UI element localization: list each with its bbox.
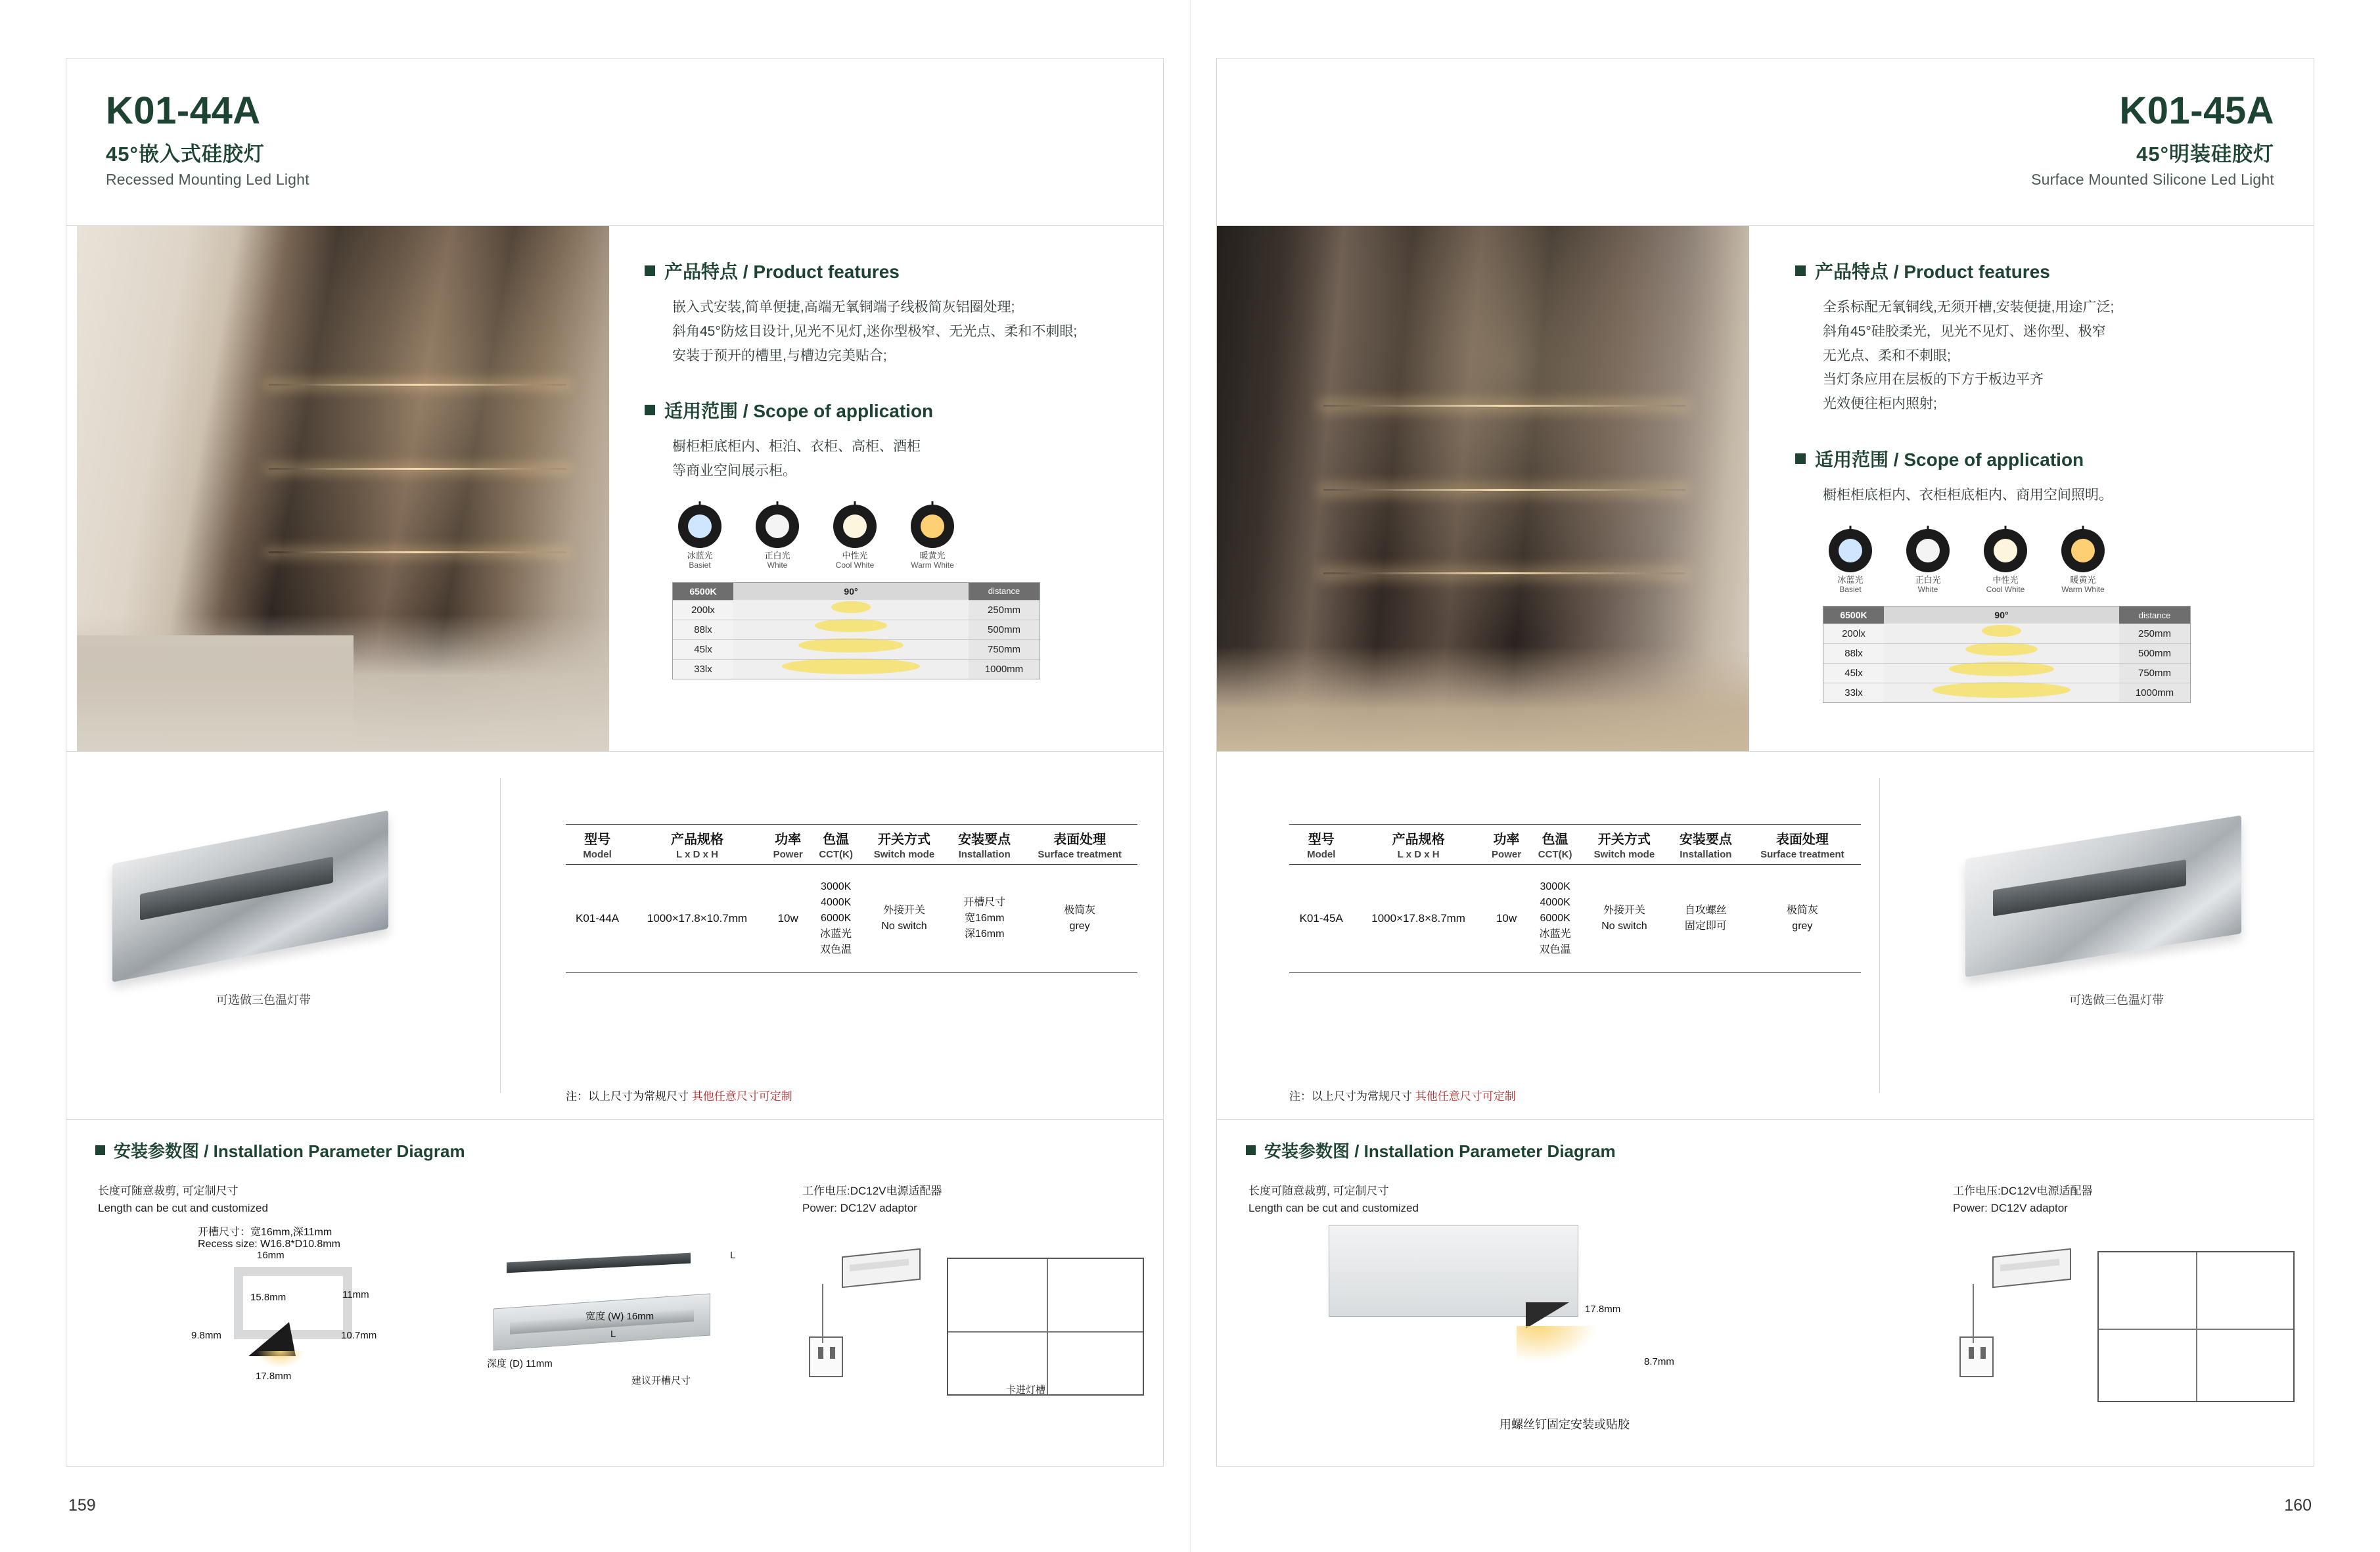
strip-inner-mark: L xyxy=(610,1329,616,1340)
cross-section-diagram xyxy=(208,1244,385,1376)
cell-size: 1000×17.8×8.7mm xyxy=(1354,865,1484,973)
beam-distance-chart-left xyxy=(672,582,1040,679)
strip-depth: 深度 (D) 11mm xyxy=(487,1358,553,1369)
driver-box-icon xyxy=(842,1248,921,1289)
application-photo-closet xyxy=(1217,226,1749,751)
dim-inner-right: 10.7mm xyxy=(341,1330,377,1341)
col-switch: 开关方式 Switch mode xyxy=(861,825,947,865)
beam-distance: 1000mm xyxy=(969,659,1040,679)
bullet-square-icon xyxy=(95,1145,105,1155)
scope-heading: 适用范围 / Scope of application xyxy=(1795,445,2281,472)
col-surface: 表面处理 Surface treatment xyxy=(1022,825,1137,865)
page-title: K01-44A xyxy=(106,89,261,132)
cell-model: K01-44A xyxy=(566,865,629,973)
beam-kelvin: 6500K xyxy=(673,583,733,600)
list-item: 安装于预开的槽里,与槽边完美贴合; xyxy=(672,348,887,363)
cell-power: 10w xyxy=(766,865,811,973)
recess-size-note: 开槽尺寸：宽16mm,深11mm Recess size: W16.8*D10.8mm xyxy=(198,1227,340,1250)
col-install: 安装要点 Installation xyxy=(947,825,1022,865)
beam-distance-label: distance xyxy=(2119,606,2190,624)
cabinet-caption: 卡进灯槽 xyxy=(1006,1384,1046,1396)
installation-section-left xyxy=(66,1120,1163,1466)
dim-bottom: 17.8mm xyxy=(256,1371,292,1382)
cct-option: 中性光 Cool White xyxy=(827,506,882,570)
table-header-row xyxy=(1289,825,1861,865)
list-item: 斜角45°防炫目设计,见光不见灯,迷你型极窄、无光点、柔和不刺眼; xyxy=(672,323,1078,339)
cct-options-right xyxy=(1823,530,2281,595)
model-subtitle-cn: 45°明装硅胶灯 xyxy=(2136,142,2274,166)
beam-distance: 500mm xyxy=(2119,643,2190,663)
features-heading: 产品特点 / Product features xyxy=(1795,258,2281,284)
col-cct: 色温 CCT(K) xyxy=(1529,825,1580,865)
cell-surface: 极简灰 grey xyxy=(1744,865,1861,973)
wire xyxy=(1973,1284,1999,1343)
cct-option: 冰蓝光 Basiet xyxy=(1823,530,1878,595)
beam-lux: 88lx xyxy=(1823,643,1884,663)
beam-lux: 200lx xyxy=(673,600,733,620)
dim-inner: 15.8mm xyxy=(250,1292,286,1303)
hero-text-right xyxy=(1795,258,2281,703)
list-item: 当灯条应用在层板的下方于板边平齐 xyxy=(1823,372,2044,388)
cell-power: 10w xyxy=(1484,865,1530,973)
dim-width: 17.8mm xyxy=(1585,1304,1621,1315)
col-power: 功率 Power xyxy=(1484,825,1530,865)
page-right xyxy=(1190,0,2380,1552)
table-row xyxy=(1289,865,1861,973)
scope-heading: 适用范围 / Scope of application xyxy=(645,397,1131,423)
cell-install: 开槽尺寸 宽16mm 深16mm xyxy=(947,865,1022,973)
cct-swatch-icon xyxy=(1830,530,1871,571)
beam-distance: 250mm xyxy=(969,600,1040,620)
list-item: 橱柜柜底柜内、衣柜柜底柜内、商用空间照明。 xyxy=(1823,487,2113,503)
beam-lux: 45lx xyxy=(1823,663,1884,683)
page-number-left: 159 xyxy=(68,1496,96,1515)
cct-swatch-icon xyxy=(1908,530,1948,571)
cell-cct: 3000K 4000K 6000K 冰蓝光 双色温 xyxy=(811,865,861,973)
bullet-square-icon xyxy=(645,405,655,415)
list-item: 嵌入式安装,简单便捷,高端无氧铜端子线极简灰铝圈处理; xyxy=(672,300,1015,315)
product-caption: 可选做三色温灯带 xyxy=(2069,993,2164,1007)
beam-distance: 750mm xyxy=(2119,663,2190,683)
dim-top: 16mm xyxy=(257,1250,285,1261)
col-power: 功率 Power xyxy=(766,825,811,865)
cct-option: 暖黄光 Warm White xyxy=(2055,530,2111,595)
list-item: 等商业空间展示柜。 xyxy=(672,463,796,478)
beam-lux: 33lx xyxy=(1823,683,1884,702)
cct-options-left xyxy=(672,506,1131,570)
cell-install: 自攻螺丝 固定即可 xyxy=(1668,865,1744,973)
hero-text-left xyxy=(645,258,1131,679)
beam-distance-label: distance xyxy=(969,583,1040,600)
beam-cone-graphic xyxy=(733,600,969,679)
beam-lux: 33lx xyxy=(673,659,733,679)
product-profile-photo xyxy=(1946,798,2287,1015)
col-model: 型号 Model xyxy=(1289,825,1354,865)
table-header-row xyxy=(566,825,1137,865)
page-title: K01-45A xyxy=(2119,89,2274,132)
cct-option: 冰蓝光 Basiet xyxy=(672,506,727,570)
beam-distance: 1000mm xyxy=(2119,683,2190,702)
cut-length-note-left: 长度可随意裁剪, 可定制尺寸 Length can be cut and customized xyxy=(98,1185,268,1214)
cct-option: 正白光 White xyxy=(1900,530,1956,595)
col-surface: 表面处理 Surface treatment xyxy=(1744,825,1861,865)
cct-swatch-icon xyxy=(2063,530,2103,571)
cell-size: 1000×17.8×10.7mm xyxy=(629,865,766,973)
dim-left: 9.8mm xyxy=(191,1330,221,1341)
col-install: 安装要点 Installation xyxy=(1668,825,1744,865)
col-size: 产品规格 L x D x H xyxy=(1354,825,1484,865)
beam-cone-graphic xyxy=(1884,624,2119,702)
model-subtitle-en: Surface Mounted Silicone Led Light xyxy=(2031,170,2274,188)
beam-distance: 500mm xyxy=(969,620,1040,639)
model-subtitle-en: Recessed Mounting Led Light xyxy=(106,170,309,188)
cct-option: 暖黄光 Warm White xyxy=(905,506,960,570)
beam-lux: 200lx xyxy=(1823,624,1884,643)
beam-distance-chart-right xyxy=(1823,606,2191,703)
features-heading: 产品特点 / Product features xyxy=(645,258,1131,284)
cell-cct: 3000K 4000K 6000K 冰蓝光 双色温 xyxy=(1529,865,1580,973)
page-left-header xyxy=(66,58,1163,226)
features-list xyxy=(1823,296,2281,417)
page-right-frame xyxy=(1216,58,2314,1467)
bullet-square-icon xyxy=(1795,265,1806,276)
cell-switch: 外接开关 No switch xyxy=(1581,865,1668,973)
scope-list xyxy=(672,435,1131,484)
features-list xyxy=(672,296,1131,368)
bullet-square-icon xyxy=(645,265,655,276)
cct-option: 中性光 Cool White xyxy=(1978,530,2033,595)
mount-caption: 用螺丝钉固定安装或贴胶 xyxy=(1499,1418,1630,1431)
beam-angle: 90° xyxy=(733,583,969,600)
list-item: 无光点、柔和不刺眼; xyxy=(1823,348,1951,363)
beam-angle: 90° xyxy=(1884,606,2119,624)
installation-section-right xyxy=(1217,1120,2314,1466)
list-item: 斜角45°硅胶柔光，见光不见灯、迷你型、极窄 xyxy=(1823,323,2106,339)
power-note-left: 工作电压:DC12V电源适配器 Power: DC12V adaptor xyxy=(802,1185,942,1214)
scope-list xyxy=(1823,484,2281,508)
product-profile-photo xyxy=(93,798,434,1015)
strip-length-mark: L xyxy=(730,1250,736,1261)
col-switch: 开关方式 Switch mode xyxy=(1581,825,1668,865)
model-subtitle-cn: 45°嵌入式硅胶灯 xyxy=(106,142,265,166)
hero-section-right xyxy=(1217,226,2314,752)
list-item: 橱柜柜底柜内、柜泊、衣柜、高柜、酒柜 xyxy=(672,439,921,455)
cct-option: 正白光 White xyxy=(750,506,805,570)
product-caption: 可选做三色温灯带 xyxy=(216,993,311,1007)
col-size: 产品规格 L x D x H xyxy=(629,825,766,865)
bullet-square-icon xyxy=(1246,1145,1256,1155)
beam-lux: 88lx xyxy=(673,620,733,639)
beam-kelvin: 6500K xyxy=(1823,606,1884,624)
beam-distance: 250mm xyxy=(2119,624,2190,643)
application-photo-bedroom xyxy=(77,226,609,751)
divider xyxy=(500,778,501,1093)
page-left-frame xyxy=(66,58,1164,1467)
strip-width: 宽度 (W) 16mm xyxy=(585,1311,654,1322)
custom-size-note-left: 注：以上尺寸为常规尺寸 其他任意尺寸可定制 xyxy=(566,1090,792,1103)
cct-swatch-icon xyxy=(912,506,953,547)
driver-box-icon xyxy=(1992,1248,2071,1289)
page-number-right: 160 xyxy=(2284,1496,2312,1515)
cct-swatch-icon xyxy=(1985,530,2026,571)
spec-table-left xyxy=(566,824,1137,973)
wire xyxy=(822,1284,848,1343)
cell-surface: 极简灰 grey xyxy=(1022,865,1137,973)
spec-table-right xyxy=(1289,824,1861,973)
spec-section-left xyxy=(66,752,1163,1120)
cct-swatch-icon xyxy=(679,506,720,547)
cell-switch: 外接开关 No switch xyxy=(861,865,947,973)
list-item: 光效便往柜内照射; xyxy=(1823,396,1937,411)
cct-swatch-icon xyxy=(835,506,875,547)
beam-lux: 45lx xyxy=(673,639,733,659)
cabinet-diagram xyxy=(2097,1251,2295,1402)
page-right-header xyxy=(1217,58,2314,226)
installation-heading: 安装参数图 / Installation Parameter Diagram xyxy=(1246,1138,1616,1162)
spec-section-right xyxy=(1217,752,2314,1120)
strip-caption: 建议开槽尺寸 xyxy=(631,1375,691,1386)
bullet-square-icon xyxy=(1795,453,1806,464)
beam-distance: 750mm xyxy=(969,639,1040,659)
cct-swatch-icon xyxy=(757,506,798,547)
hero-section-left xyxy=(66,226,1163,752)
divider xyxy=(1879,778,1880,1093)
power-note-right: 工作电压:DC12V电源适配器 Power: DC12V adaptor xyxy=(1953,1185,2093,1214)
cell-model: K01-45A xyxy=(1289,865,1354,973)
dim-height: 8.7mm xyxy=(1644,1356,1674,1367)
cabinet-diagram xyxy=(947,1258,1144,1396)
cut-length-note-right: 长度可随意裁剪, 可定制尺寸 Length can be cut and customized xyxy=(1248,1185,1419,1214)
list-item: 全系标配无氧铜线,无须开槽,安装便捷,用途广泛; xyxy=(1823,300,2115,315)
page-gutter xyxy=(1190,0,1191,1552)
dim-right: 11mm xyxy=(342,1289,369,1300)
installation-heading: 安装参数图 / Installation Parameter Diagram xyxy=(95,1138,465,1162)
table-row xyxy=(566,865,1137,973)
col-cct: 色温 CCT(K) xyxy=(811,825,861,865)
custom-size-note-right: 注：以上尺寸为常规尺寸 其他任意尺寸可定制 xyxy=(1289,1090,1516,1103)
col-model: 型号 Model xyxy=(566,825,629,865)
